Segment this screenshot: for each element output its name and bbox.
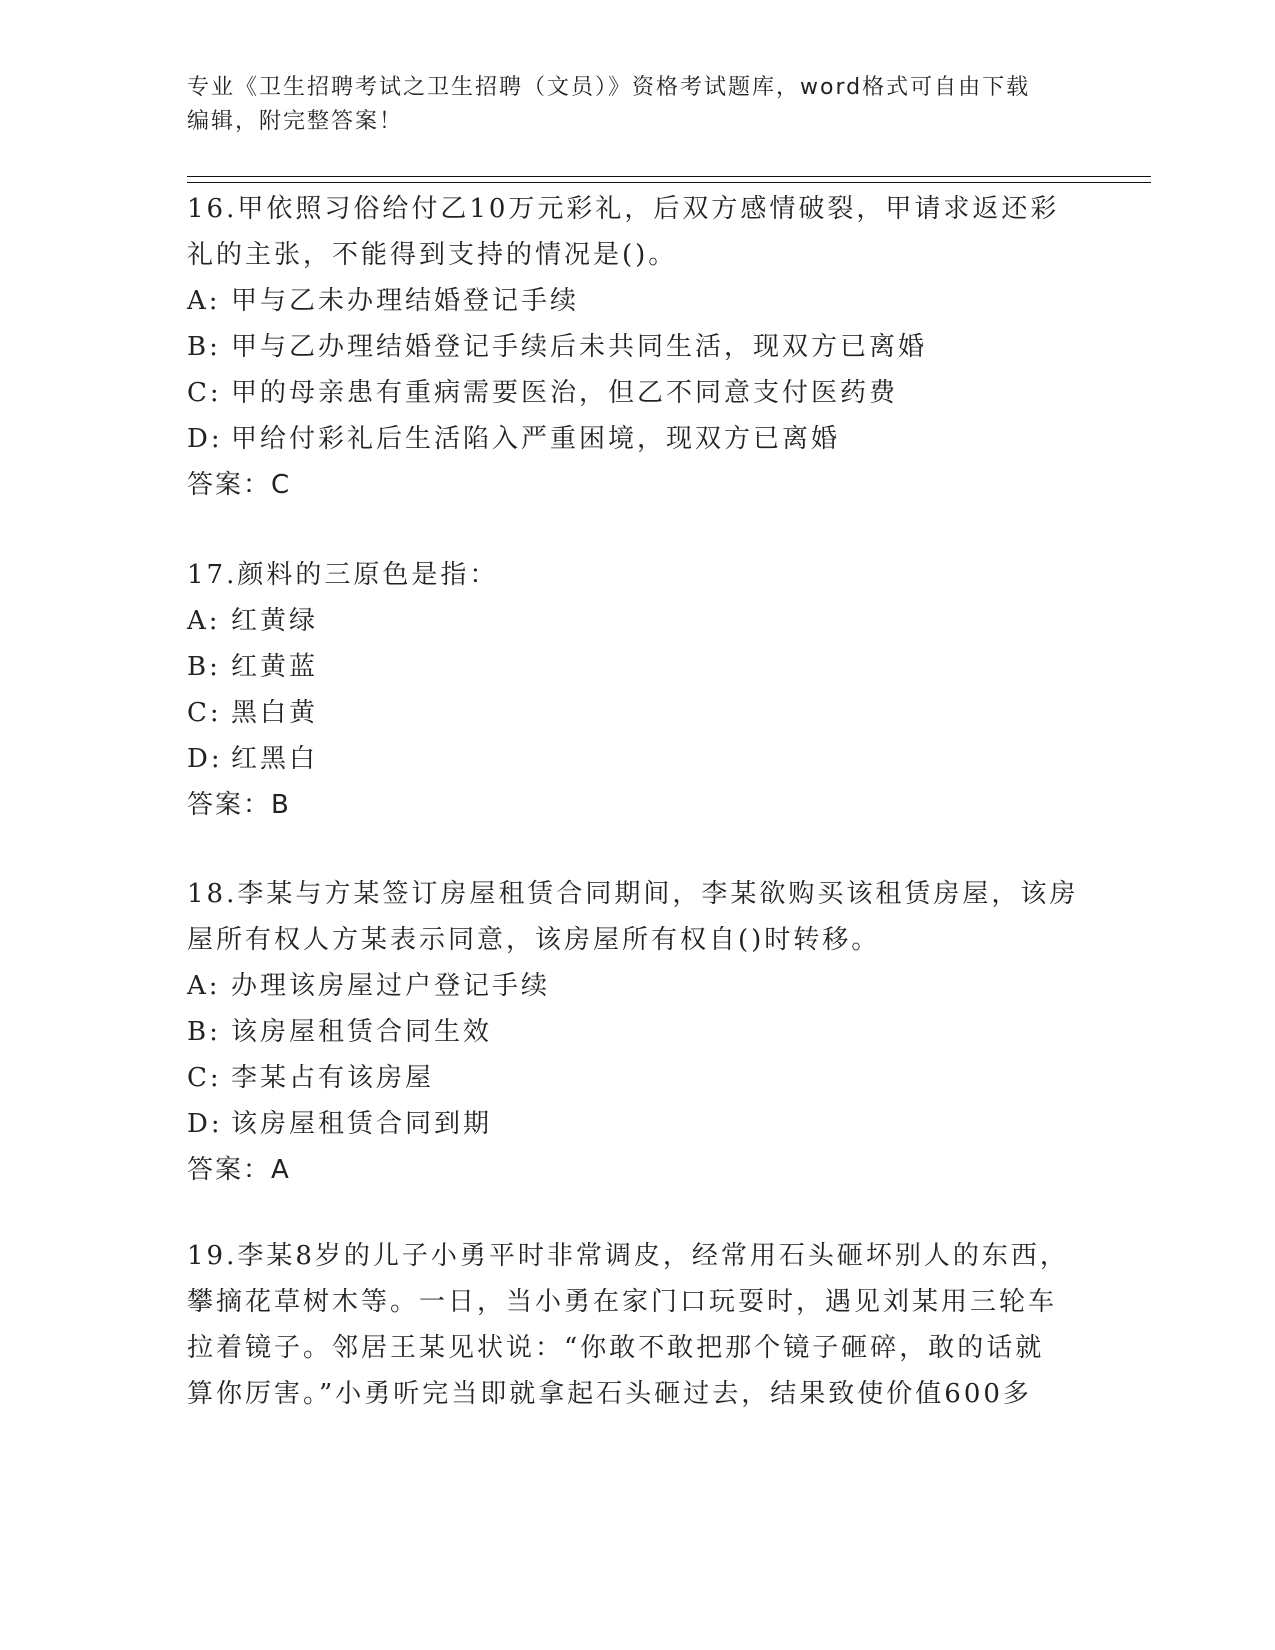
option-text: 办理该房屋过户登记手续 xyxy=(231,971,551,1001)
option-a xyxy=(187,598,1087,644)
option-a xyxy=(187,278,1087,324)
question-stem-line: 礼的主张，不能得到支持的情况是()。 xyxy=(187,240,678,270)
question-stem-line: 算你厉害。”小勇听完当即就拿起石头砸过去，结果致使价值600多 xyxy=(187,1379,1032,1409)
option-c xyxy=(187,690,1087,736)
question-stem-line: 拉着镜子。邻居王某见状说：“你敢不敢把那个镜子砸碎，敢的话就 xyxy=(187,1333,1045,1363)
option-key: D: xyxy=(187,424,223,454)
option-c xyxy=(187,1055,1087,1101)
document-header xyxy=(187,71,1087,139)
question-18 xyxy=(187,871,1087,1193)
option-c xyxy=(187,370,1087,416)
question-17 xyxy=(187,552,1087,828)
question-16 xyxy=(187,186,1087,508)
question-stem-line: 18.李某与方某签订房屋租赁合同期间，李某欲购买该租赁房屋，该房 xyxy=(187,879,1079,909)
question-stem-line: 屋所有权人方某表示同意，该房屋所有权自()时转移。 xyxy=(187,925,881,955)
option-text: 红黑白 xyxy=(231,744,319,774)
option-text: 甲给付彩礼后生活陷入严重困境，现双方已离婚 xyxy=(231,424,841,454)
option-key: C: xyxy=(187,698,222,728)
option-b xyxy=(187,644,1087,690)
header-divider-bottom xyxy=(187,182,1151,183)
answer-line: 答案：C xyxy=(187,470,292,500)
option-text: 甲的母亲患有重病需要医治，但乙不同意支付医药费 xyxy=(231,378,899,408)
option-text: 李某占有该房屋 xyxy=(231,1063,435,1093)
option-text: 红黄绿 xyxy=(231,606,319,636)
question-stem-line: 16.甲依照习俗给付乙10万元彩礼，后双方感情破裂，甲请求返还彩 xyxy=(187,194,1060,224)
option-a xyxy=(187,963,1087,1009)
option-key: C: xyxy=(187,378,222,408)
option-key: A: xyxy=(187,971,221,1001)
option-text: 黑白黄 xyxy=(231,698,319,728)
option-b xyxy=(187,324,1087,370)
option-d xyxy=(187,1101,1087,1147)
option-key: B: xyxy=(187,332,221,362)
header-line-2: 编辑，附完整答案！ xyxy=(187,109,404,134)
option-key: B: xyxy=(187,1017,221,1047)
option-text: 该房屋租赁合同到期 xyxy=(231,1109,493,1139)
option-text: 该房屋租赁合同生效 xyxy=(231,1017,493,1047)
question-stem-line: 17.颜料的三原色是指： xyxy=(187,560,499,590)
option-d xyxy=(187,736,1087,782)
option-key: C: xyxy=(187,1063,222,1093)
header-line-1: 专业《卫生招聘考试之卫生招聘（文员）》资格考试题库，word格式可自由下载 xyxy=(187,75,1031,100)
option-key: D: xyxy=(187,1109,223,1139)
question-stem-line: 攀摘花草树木等。一日，当小勇在家门口玩耍时，遇见刘某用三轮车 xyxy=(187,1287,1058,1317)
option-key: A: xyxy=(187,286,221,316)
option-text: 红黄蓝 xyxy=(231,652,319,682)
option-text: 甲与乙办理结婚登记手续后未共同生活，现双方已离婚 xyxy=(231,332,928,362)
option-key: D: xyxy=(187,744,223,774)
answer-line: 答案：B xyxy=(187,790,291,820)
header-divider-top xyxy=(187,176,1151,177)
option-key: B: xyxy=(187,652,221,682)
question-stem-line: 19.李某8岁的儿子小勇平时非常调皮，经常用石头砸坏别人的东西， xyxy=(187,1241,1069,1271)
answer-line: 答案：A xyxy=(187,1155,291,1185)
question-19 xyxy=(187,1233,1087,1417)
option-d xyxy=(187,416,1087,462)
option-b xyxy=(187,1009,1087,1055)
option-text: 甲与乙未办理结婚登记手续 xyxy=(231,286,580,316)
option-key: A: xyxy=(187,606,221,636)
